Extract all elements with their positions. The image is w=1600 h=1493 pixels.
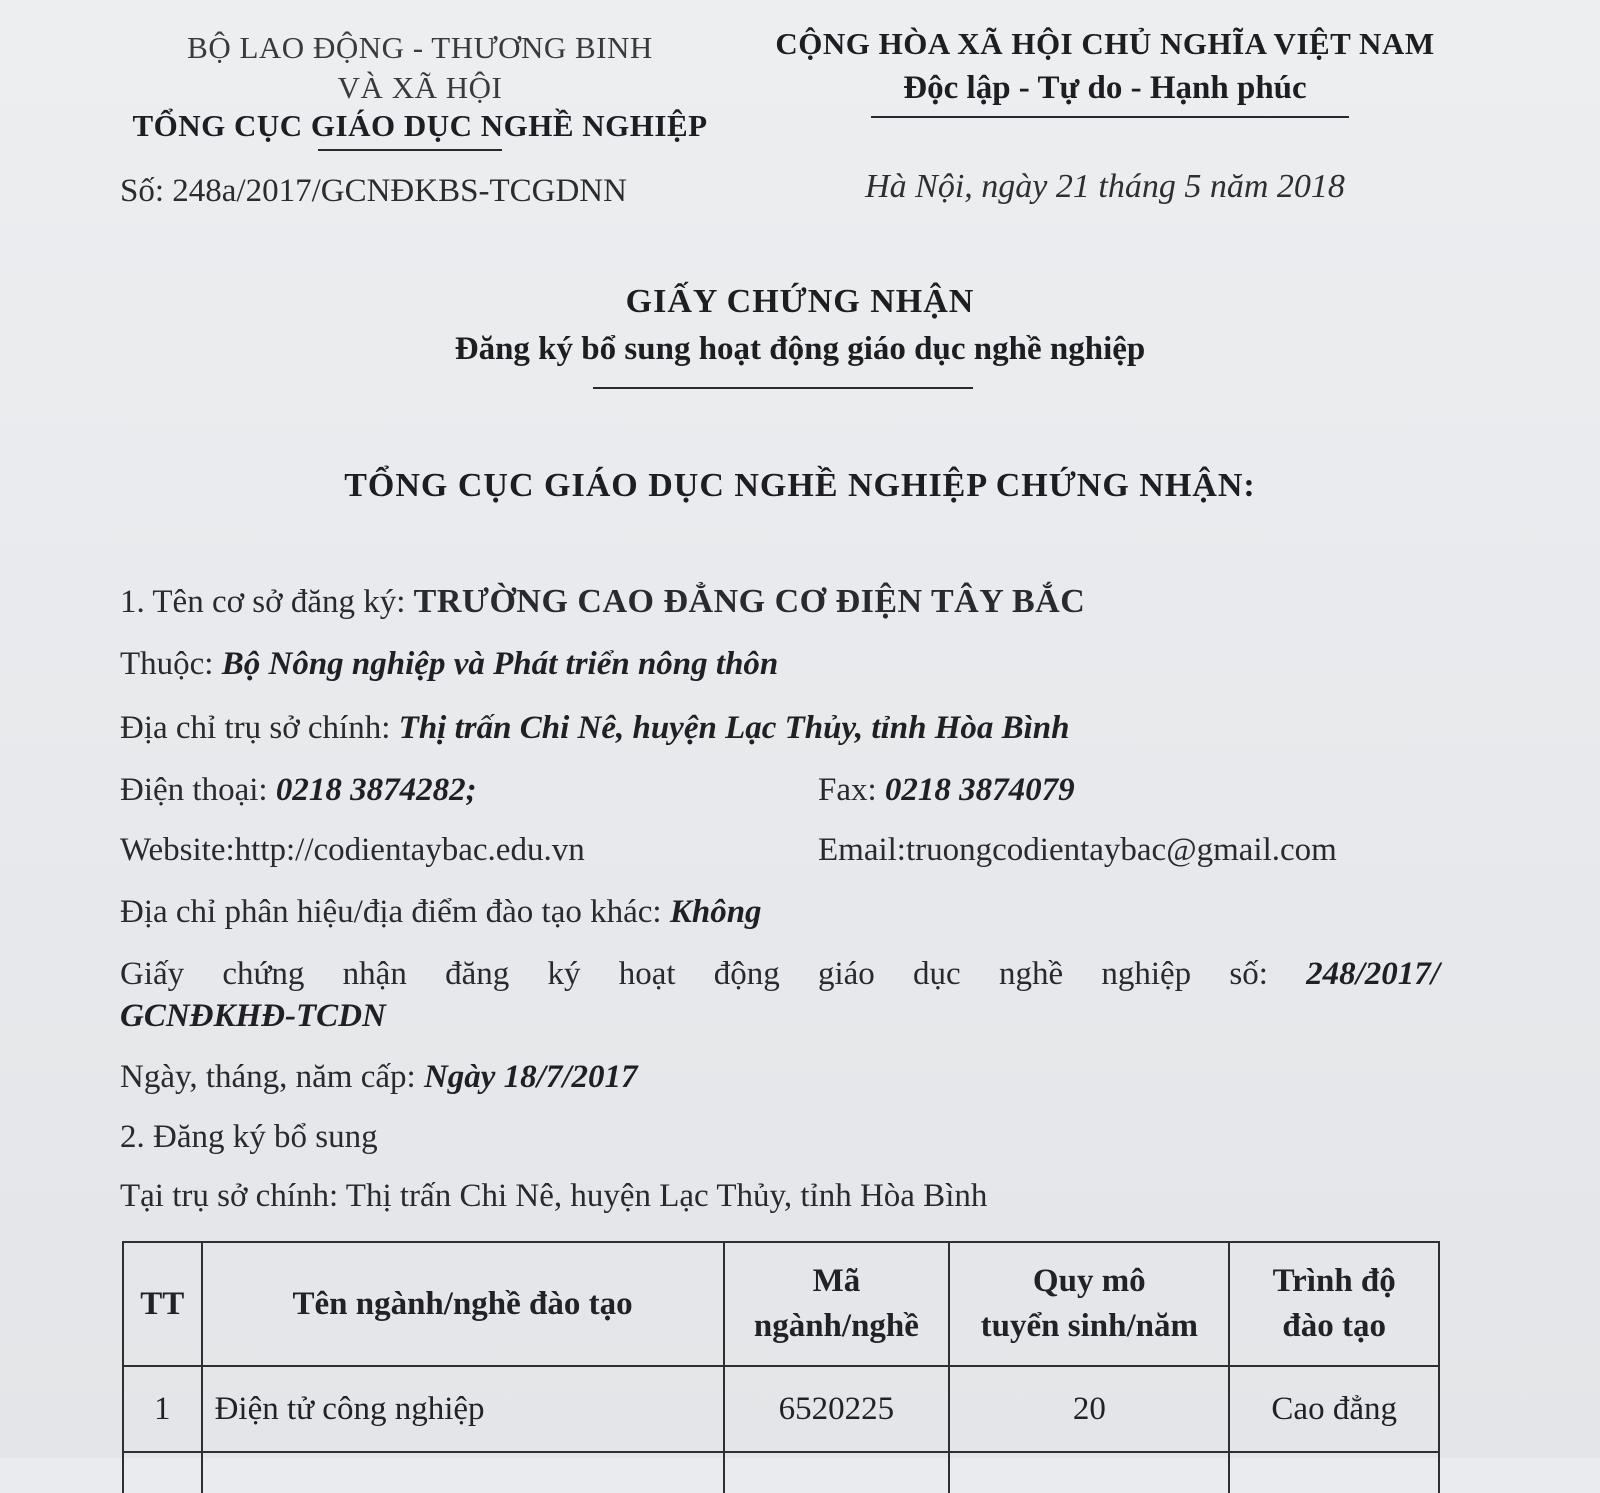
section-2-heading: 2. Đăng ký bổ sung [120, 1119, 378, 1155]
cert-value-part2: GCNĐKHĐ-TCDN [120, 998, 386, 1034]
col-header-code-line2: ngành/nghề [753, 1308, 919, 1344]
cert-word: động [713, 956, 780, 992]
fax-value: 0218 3874079 [884, 772, 1075, 808]
phone-label: Điện thoại: [120, 772, 276, 808]
col-header-name: Tên ngành/nghề đào tạo [202, 1242, 724, 1366]
col-header-level-line2: đào tạo [1282, 1308, 1386, 1344]
registrant-line [120, 583, 1085, 621]
cert-word: ký [547, 956, 581, 992]
ministry-name-line2: VÀ XÃ HỘI [337, 70, 503, 105]
issue-date-line [120, 1059, 638, 1096]
national-motto: Độc lập - Tự do - Hạnh phúc [903, 70, 1307, 106]
cell-empty [949, 1452, 1229, 1493]
address-value: Thị trấn Chi Nê, huyện Lạc Thủy, tỉnh Hòa Bình [398, 710, 1070, 746]
branch-value: Không [669, 894, 762, 930]
issue-value: Ngày 18/7/2017 [423, 1059, 638, 1095]
cell-empty [123, 1452, 202, 1493]
ministry-name-line1: BỘ LAO ĐỘNG - THƯƠNG BINH [187, 30, 653, 65]
website-line: Website:http://codientaybac.edu.vn [120, 832, 585, 868]
table-header-row [123, 1242, 1439, 1366]
col-header-code [724, 1242, 950, 1366]
phone-value: 0218 3874282; [275, 772, 477, 808]
col-header-code-line1: Mã [812, 1263, 861, 1299]
cell-scale: 20 [949, 1366, 1229, 1452]
belongs-label: Thuộc: [120, 646, 222, 682]
place-and-date: Hà Nội, ngày 21 tháng 5 năm 2018 [865, 168, 1345, 205]
cert-word: nghiệp [1101, 956, 1192, 992]
document-number: Số: 248a/2017/GCNĐKBS-TCGDNN [120, 173, 627, 209]
address-line [120, 710, 1070, 747]
fax-line [818, 772, 1075, 809]
belongs-value: Bộ Nông nghiệp và Phát triển nông thôn [221, 646, 779, 682]
department-underline [318, 149, 502, 151]
cert-value-part1: 248/2017/ [1306, 956, 1440, 992]
country-name: CỘNG HÒA XÃ HỘI CHỦ NGHĨA VIỆT NAM [775, 26, 1435, 61]
issue-label: Ngày, tháng, năm cấp: [120, 1059, 424, 1095]
certificate-ref-line [120, 956, 1440, 993]
cert-word: Giấy [120, 956, 185, 992]
subtitle-underline [593, 387, 973, 389]
cell-level: Cao đẳng [1229, 1366, 1439, 1452]
branch-line [120, 894, 762, 931]
cert-word: chứng [222, 956, 305, 992]
cert-word: dục [913, 956, 961, 992]
col-header-tt: TT [123, 1242, 202, 1366]
table-row [123, 1366, 1439, 1452]
address-label: Địa chỉ trụ sở chính: [120, 710, 399, 746]
cell-code: 6520225 [724, 1366, 950, 1452]
cert-word: nhận [342, 956, 407, 992]
email-line: Email:truongcodientaybac@gmail.com [818, 832, 1337, 868]
certify-heading: TỔNG CỤC GIÁO DỤC NGHỀ NGHIỆP CHỨNG NHẬN: [344, 467, 1256, 504]
section-2-location: Tại trụ sở chính: Thị trấn Chi Nê, huyện Lạc Thủy, tỉnh Hòa Bình [120, 1178, 988, 1214]
cert-word: số: [1229, 956, 1268, 992]
registrant-value: TRƯỜNG CAO ĐẲNG CƠ ĐIỆN TÂY BẮC [413, 583, 1086, 620]
certificate-ref-continuation [120, 998, 386, 1035]
registrant-label: 1. Tên cơ sở đăng ký: [120, 584, 414, 620]
cell-empty [1229, 1452, 1439, 1493]
table-row-cutoff [123, 1452, 1439, 1493]
cert-word: đăng [445, 956, 510, 992]
registration-table [122, 1241, 1440, 1493]
fax-label: Fax: [818, 772, 885, 808]
cell-empty [724, 1452, 950, 1493]
cert-word: hoạt [618, 956, 676, 992]
department-name: TỔNG CỤC GIÁO DỤC NGHỀ NGHIỆP [132, 108, 708, 143]
certificate-title: GIẤY CHỨNG NHẬN [625, 283, 975, 320]
belongs-line [120, 646, 778, 683]
col-header-level-line1: Trình độ [1272, 1263, 1396, 1299]
col-header-scale-line2: tuyển sinh/năm [980, 1308, 1198, 1344]
col-header-scale [949, 1242, 1229, 1366]
certificate-subtitle: Đăng ký bổ sung hoạt động giáo dục nghề nghiệp [454, 331, 1146, 367]
cell-name: Điện tử công nghiệp [202, 1366, 724, 1452]
cert-word: nghề [998, 956, 1064, 992]
motto-underline [871, 116, 1349, 118]
branch-label: Địa chỉ phân hiệu/địa điểm đào tạo khác: [120, 894, 670, 930]
cell-empty [202, 1452, 724, 1493]
col-header-scale-line1: Quy mô [1032, 1263, 1146, 1299]
cert-word: giáo [817, 956, 875, 992]
cell-tt: 1 [123, 1366, 202, 1452]
col-header-level [1229, 1242, 1439, 1366]
phone-line [120, 772, 477, 809]
